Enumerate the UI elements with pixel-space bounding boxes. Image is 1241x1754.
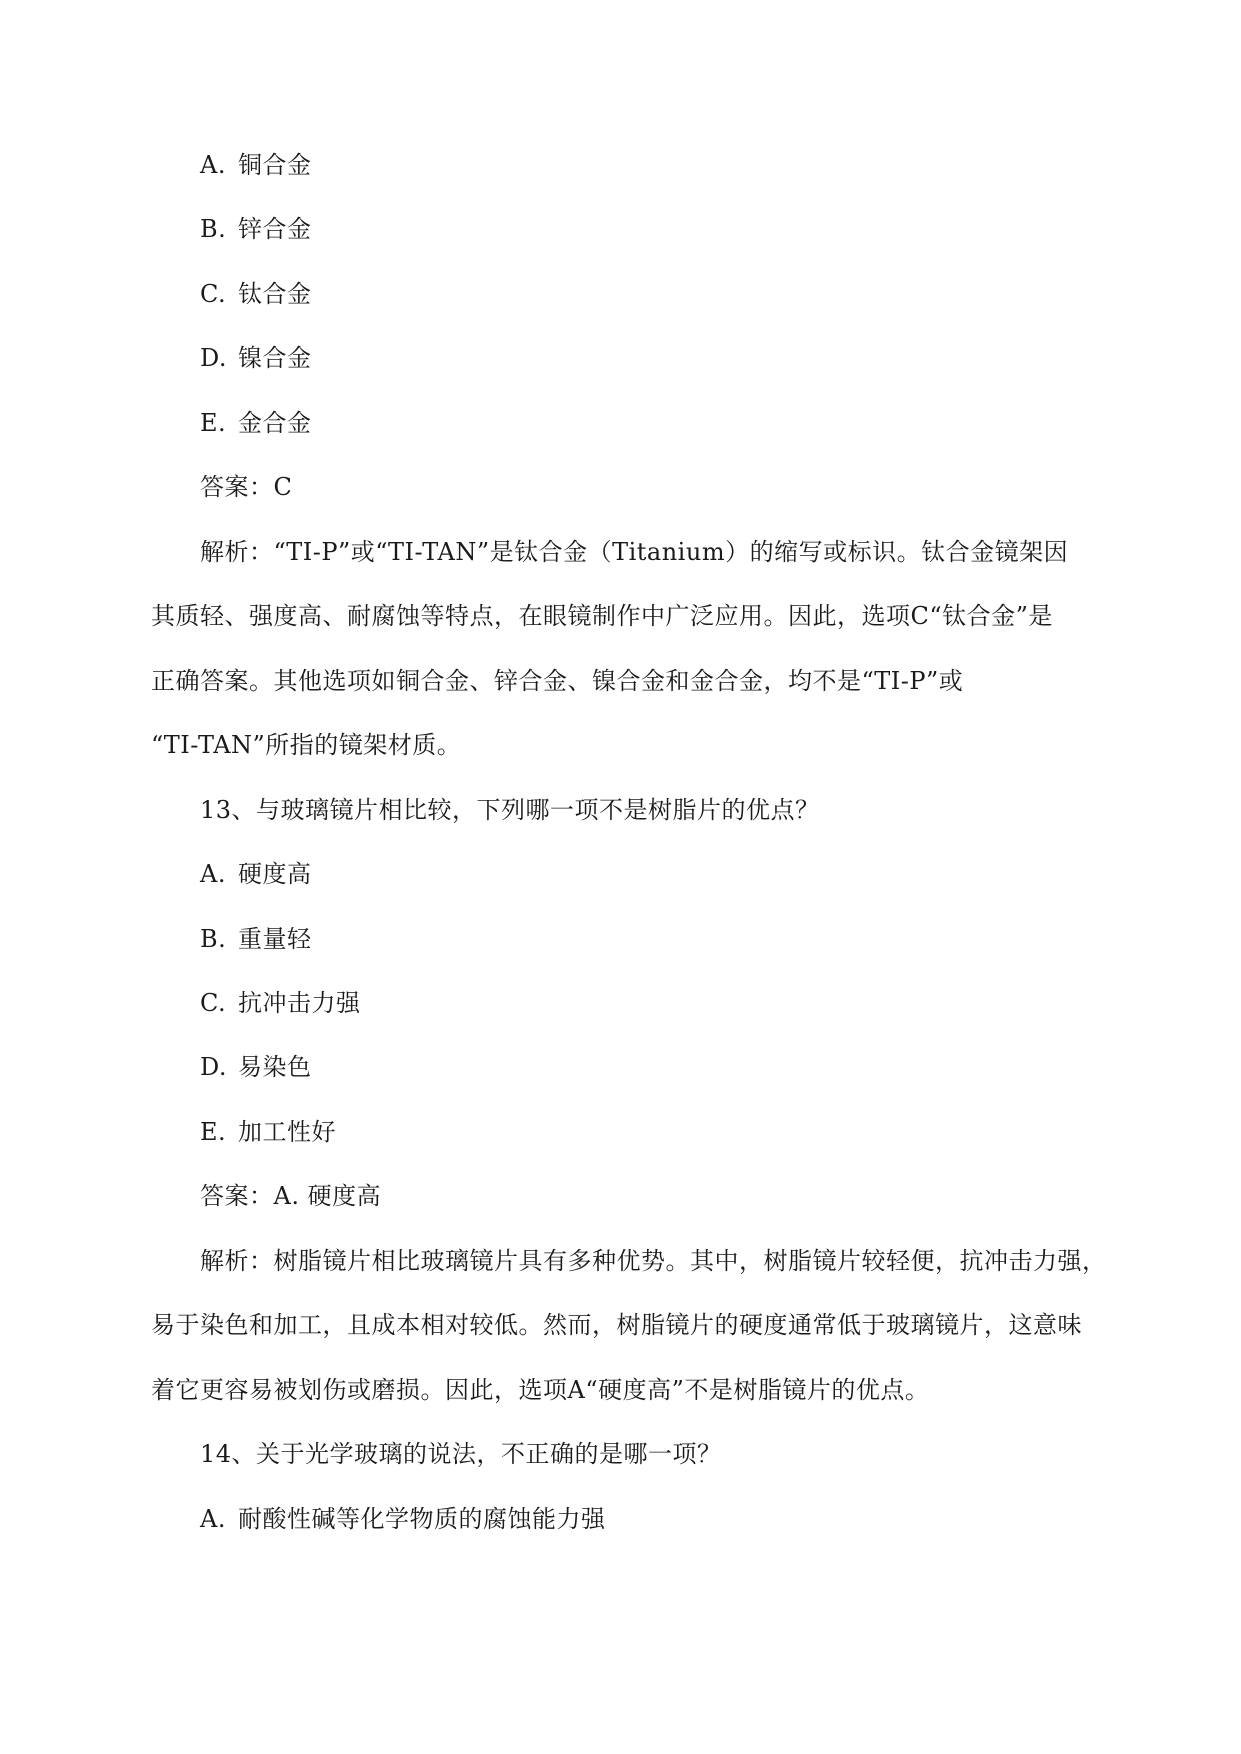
q12-explanation-line-3: 正确答案。其他选项如铜合金、锌合金、镍合金和金合金，均不是“TI-P”或 xyxy=(151,667,964,695)
option-letter: A. xyxy=(200,151,226,179)
q13-explanation-line-1: 解析：树脂镜片相比玻璃镜片具有多种优势。其中，树脂镜片较轻便，抗冲击力强， xyxy=(200,1247,1107,1275)
option-letter: A. xyxy=(200,1505,226,1533)
q12-explanation-line-4: “TI-TAN”所指的镜架材质。 xyxy=(151,731,462,759)
option-letter: B. xyxy=(200,215,227,243)
q13-option-e xyxy=(200,1117,336,1147)
option-text: 铜合金 xyxy=(238,151,312,179)
option-letter: A. xyxy=(200,860,226,888)
q13-explanation-line-3: 着它更容易被划伤或磨损。因此，选项A“硬度高”不是树脂镜片的优点。 xyxy=(151,1376,930,1404)
q12-option-a xyxy=(200,150,312,180)
option-text: 锌合金 xyxy=(238,215,312,243)
option-letter: E. xyxy=(200,409,227,437)
q13-answer: 答案：A. 硬度高 xyxy=(200,1182,382,1210)
option-letter: C. xyxy=(200,989,227,1017)
option-text: 易染色 xyxy=(238,1053,312,1081)
option-text: 金合金 xyxy=(238,409,312,437)
option-letter: D. xyxy=(200,344,228,372)
q13-option-d xyxy=(200,1052,312,1082)
q12-explanation-line-2: 其质轻、强度高、耐腐蚀等特点，在眼镜制作中广泛应用。因此，选项C“钛合金”是 xyxy=(151,602,1053,630)
q12-option-e xyxy=(200,408,312,438)
q14-option-a xyxy=(200,1504,606,1534)
q13-option-a xyxy=(200,859,312,889)
option-text: 耐酸性碱等化学物质的腐蚀能力强 xyxy=(238,1505,606,1533)
option-text: 重量轻 xyxy=(238,925,312,953)
q14-question: 14、关于光学玻璃的说法，不正确的是哪一项？ xyxy=(200,1440,722,1468)
option-letter: B. xyxy=(200,925,227,953)
q13-option-c xyxy=(200,988,361,1018)
option-text: 加工性好 xyxy=(238,1118,336,1146)
option-letter: D. xyxy=(200,1053,228,1081)
q12-answer: 答案：C xyxy=(200,473,293,501)
option-letter: C. xyxy=(200,280,227,308)
option-text: 抗冲击力强 xyxy=(238,989,361,1017)
q13-explanation-line-2: 易于染色和加工，且成本相对较低。然而，树脂镜片的硬度通常低于玻璃镜片，这意味 xyxy=(151,1311,1082,1339)
option-letter: E. xyxy=(200,1118,227,1146)
q12-option-b xyxy=(200,214,312,244)
q12-option-d xyxy=(200,343,312,373)
q13-option-b xyxy=(200,924,312,954)
q13-question: 13、与玻璃镜片相比较，下列哪一项不是树脂片的优点？ xyxy=(200,796,820,824)
option-text: 钛合金 xyxy=(238,280,312,308)
q12-option-c xyxy=(200,279,312,309)
q12-explanation-line-1: 解析：“TI-P”或“TI-TAN”是钛合金（Titanium）的缩写或标识。钛合金镜架因 xyxy=(200,538,1069,566)
option-text: 镍合金 xyxy=(238,344,312,372)
option-text: 硬度高 xyxy=(238,860,312,888)
